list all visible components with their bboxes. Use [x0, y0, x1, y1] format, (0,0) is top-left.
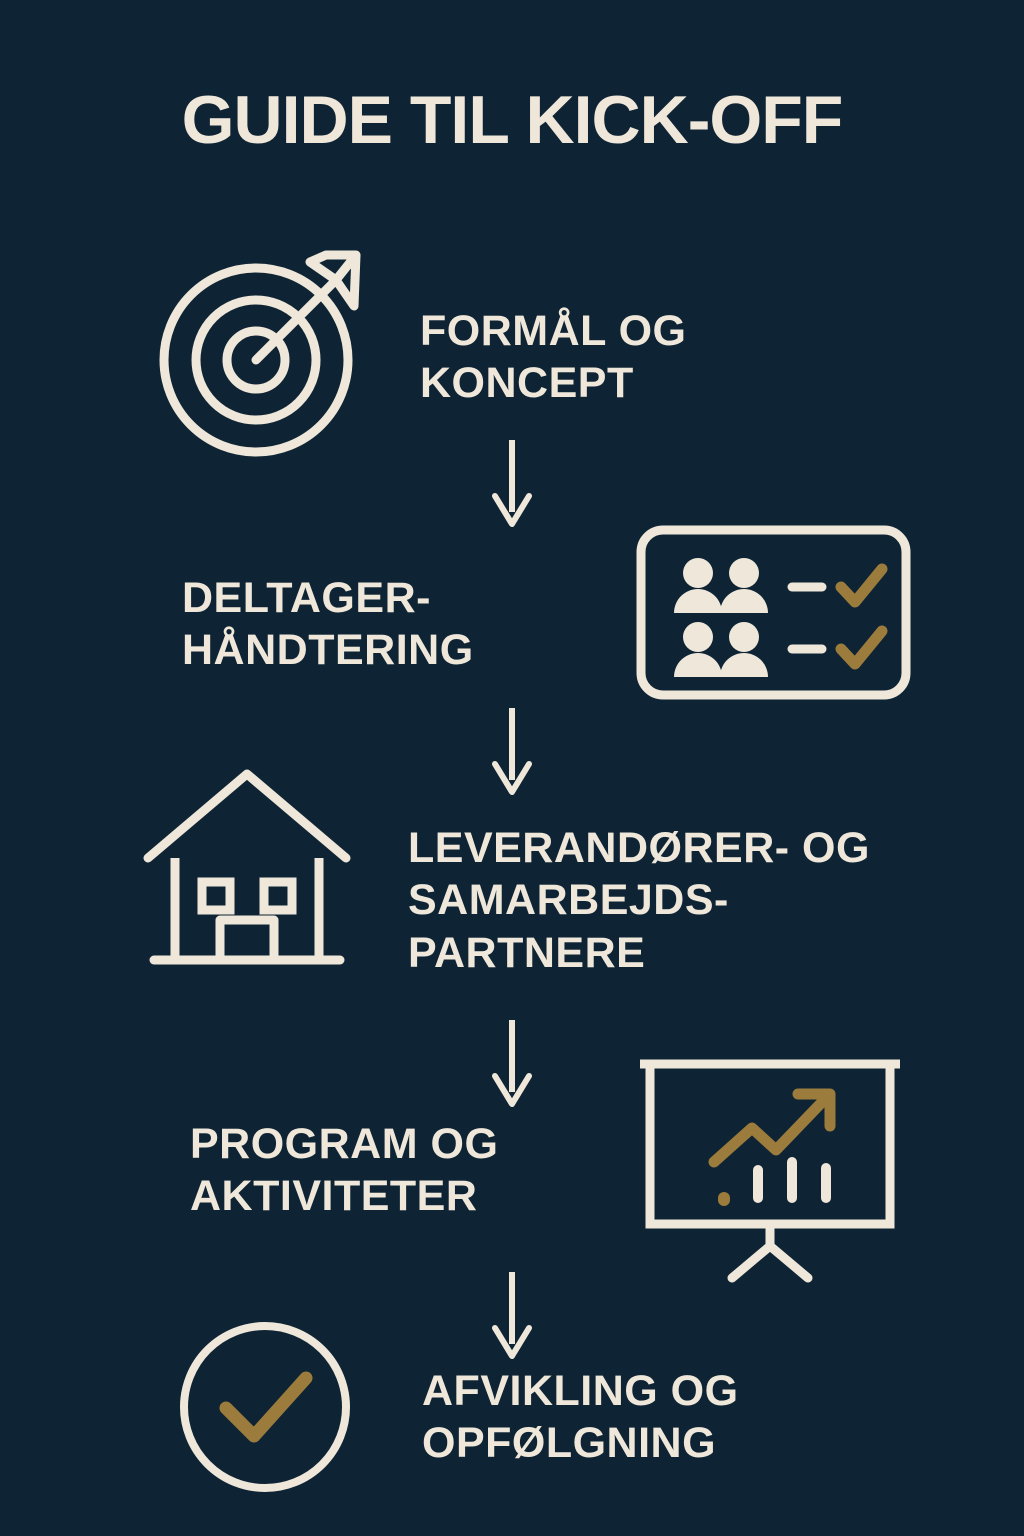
step-label-formaal-og-koncept: FORMÅL OG KONCEPT [420, 307, 687, 408]
check-circle-icon [178, 1320, 353, 1500]
presentation-chart-icon [640, 1050, 900, 1290]
arrow-step4-to-step5 [492, 1272, 532, 1362]
page-title: GUIDE TIL KICK-OFF [181, 82, 843, 158]
step-label-program-og-aktiviteter: PROGRAM OG AKTIVITETER [190, 1120, 499, 1221]
step-label-afvikling-og-opfoelgning: AFVIKLING OG OPFØLGNING [422, 1367, 739, 1468]
step-label-leverandoerer-og-samarbejdspartnere: LEVERANDØRER- OG SAMARBEJDS-PARTNERE [408, 824, 870, 977]
participants-checklist-icon [636, 525, 911, 705]
venue-house-icon [140, 760, 355, 985]
target-arrow-icon [150, 245, 380, 465]
arrow-step3-to-step4 [492, 1020, 532, 1110]
step-label-deltager-haandtering: DELTAGER-HÅNDTERING [182, 574, 474, 675]
arrow-step1-to-step2 [492, 440, 532, 530]
arrow-step2-to-step3 [492, 708, 532, 798]
